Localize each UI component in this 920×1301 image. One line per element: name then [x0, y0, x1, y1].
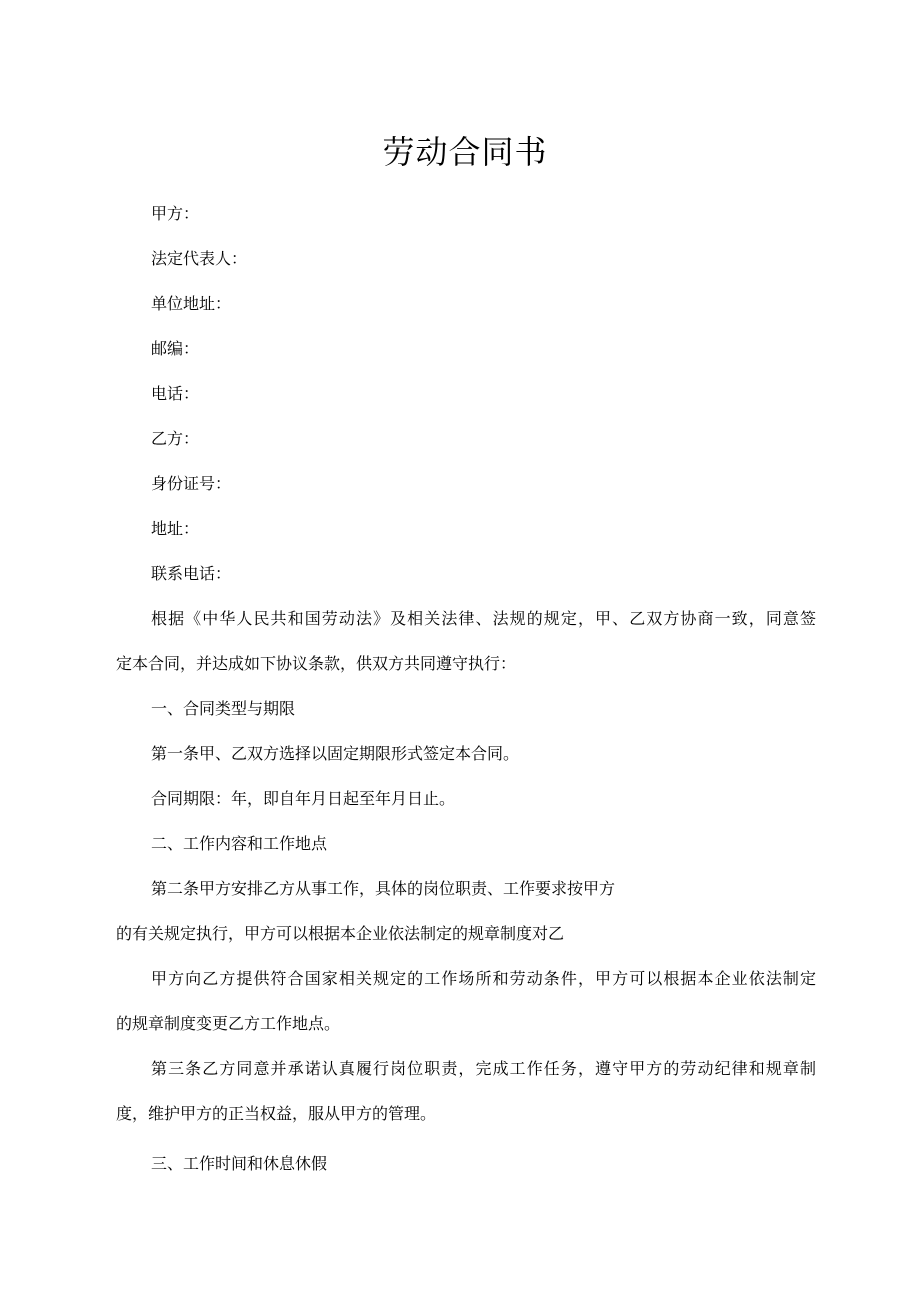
- article-3-line-2: 度，维护甲方的正当权益，服从甲方的管理。: [116, 1104, 437, 1123]
- preamble-line-2: 定本合同，并达成如下协议条款，供双方共同遵守执行：: [116, 654, 517, 673]
- workplace-line-2: 的规章制度变更乙方工作地点。: [116, 1014, 341, 1033]
- field-address: 地址：: [151, 519, 200, 538]
- article-3-line-1: 第三条乙方同意并承诺认真履行岗位职责，完成工作任务，遵守甲方的劳动纪律和规章制: [151, 1059, 816, 1078]
- field-contact-phone: 联系电话：: [151, 564, 232, 583]
- field-party-b: 乙方：: [151, 429, 200, 448]
- field-id-number: 身份证号：: [151, 474, 232, 493]
- section-1-heading: 一、合同类型与期限: [151, 699, 296, 718]
- preamble-line-1: 根据《中华人民共和国劳动法》及相关法律、法规的规定，甲、乙双方协商一致，同意签: [151, 609, 816, 628]
- field-phone: 电话：: [151, 384, 200, 403]
- article-2-line-1: 第二条甲方安排乙方从事工作，具体的岗位职责、工作要求按甲方: [151, 879, 616, 898]
- field-postal-code: 邮编：: [151, 339, 200, 358]
- article-2-line-2: 的有关规定执行，甲方可以根据本企业依法制定的规章制度对乙: [116, 924, 565, 943]
- field-party-a: 甲方：: [151, 204, 200, 223]
- article-1: 第一条甲、乙双方选择以固定期限形式签定本合同。: [151, 744, 520, 763]
- document-title: 劳动合同书: [382, 133, 548, 171]
- field-company-address: 单位地址：: [151, 294, 232, 313]
- contract-term: 合同期限：年，即自年月日起至年月日止。: [151, 789, 456, 808]
- section-2-heading: 二、工作内容和工作地点: [151, 834, 328, 853]
- workplace-line-1: 甲方向乙方提供符合国家相关规定的工作场所和劳动条件，甲方可以根据本企业依法制定: [151, 969, 816, 988]
- field-legal-representative: 法定代表人：: [151, 249, 248, 268]
- section-3-heading: 三、工作时间和休息休假: [151, 1154, 328, 1173]
